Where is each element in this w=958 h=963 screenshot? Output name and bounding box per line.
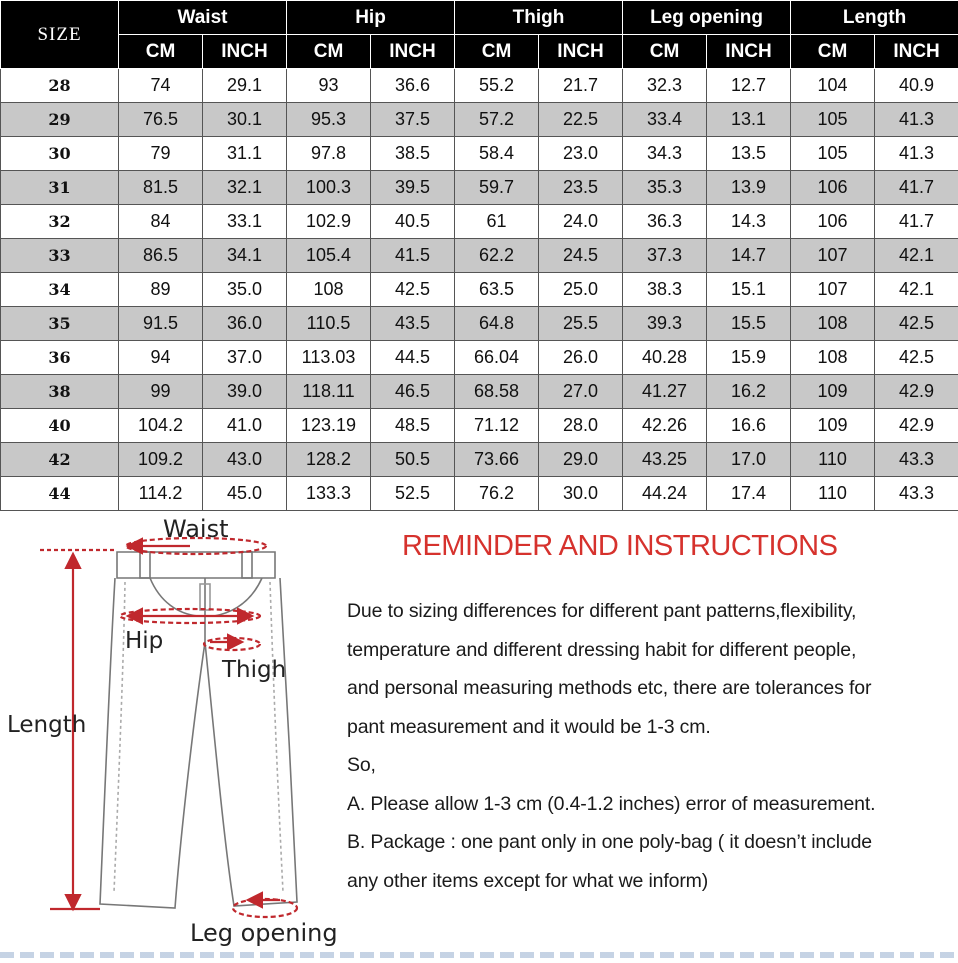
size-row-33 [1,239,958,273]
measurement-cell: 35.0 [203,273,287,307]
measurement-cell: 36.3 [623,205,707,239]
measurement-cell: 106 [791,205,875,239]
waist-label: Waist [163,515,228,543]
measurement-cell: 36.0 [203,307,287,341]
length-group-header: Length [791,1,958,35]
instruction-line: So, [347,746,953,785]
unit-header-cm: CM [455,35,539,69]
measurement-cell: 108 [791,341,875,375]
measurement-cell: 89 [119,273,203,307]
measurement-cell: 66.04 [455,341,539,375]
unit-header-cm: CM [119,35,203,69]
leg-opening-label: Leg opening [190,919,338,947]
measurement-cell: 59.7 [455,171,539,205]
instruction-line: A. Please allow 1-3 cm (0.4-1.2 inches) error of measurement. [347,785,953,824]
measurement-cell: 68.58 [455,375,539,409]
measurement-cell: 43.3 [875,477,958,511]
size-row-29 [1,103,958,137]
measurement-cell: 33.1 [203,205,287,239]
measurement-cell: 106 [791,171,875,205]
thigh-label: Thigh [222,657,286,683]
measurement-cell: 30.1 [203,103,287,137]
measurement-cell: 133.3 [287,477,371,511]
measurement-cell: 42.5 [875,341,958,375]
pants-outline [100,552,297,908]
measurement-cell: 41.7 [875,205,958,239]
instruction-line: B. Package : one pant only in one poly-bag ( it doesn’t include [347,823,953,862]
measurement-cell: 23.0 [539,137,623,171]
measurement-cell: 32.3 [623,69,707,103]
size-row-28 [1,69,958,103]
measurement-cell: 15.1 [707,273,791,307]
measurement-cell: 25.0 [539,273,623,307]
measurement-cell: 39.3 [623,307,707,341]
measurement-cell: 33.4 [623,103,707,137]
measurement-cell: 41.27 [623,375,707,409]
measurement-cell: 40.9 [875,69,958,103]
unit-header-inch: INCH [203,35,287,69]
measurement-cell: 24.5 [539,239,623,273]
size-row-38 [1,375,958,409]
leg-opening-group-header: Leg opening [623,1,791,35]
measurement-cell: 38.5 [371,137,455,171]
measurement-cell: 42.26 [623,409,707,443]
instruction-line: and personal measuring methods etc, there are tolerances for [347,669,953,708]
measurement-cell: 107 [791,239,875,273]
measurement-cell: 37.5 [371,103,455,137]
measurement-cell: 43.25 [623,443,707,477]
measurement-cell: 34.3 [623,137,707,171]
measurement-cell: 43.0 [203,443,287,477]
measurement-cell: 44.24 [623,477,707,511]
measurement-cell: 74 [119,69,203,103]
unit-header-cm: CM [791,35,875,69]
measurement-cell: 108 [287,273,371,307]
size-row-34 [1,273,958,307]
unit-header-inch: INCH [707,35,791,69]
measurement-cell: 29.0 [539,443,623,477]
measurement-cell: 41.5 [371,239,455,273]
measurement-cell: 14.3 [707,205,791,239]
measurement-cell: 110 [791,443,875,477]
unit-header-inch: INCH [371,35,455,69]
unit-header-cm: CM [623,35,707,69]
measurement-cell: 23.5 [539,171,623,205]
measurement-cell: 102.9 [287,205,371,239]
measurement-cell: 39.5 [371,171,455,205]
measurement-cell: 114.2 [119,477,203,511]
measurement-cell: 73.66 [455,443,539,477]
measurement-cell: 27.0 [539,375,623,409]
measurement-cell: 123.19 [287,409,371,443]
measurement-cell: 109 [791,409,875,443]
size-cell: 34 [1,273,119,307]
measurement-cell: 109 [791,375,875,409]
size-row-35 [1,307,958,341]
measurement-cell: 110 [791,477,875,511]
measurement-cell: 108 [791,307,875,341]
size-cell: 40 [1,409,119,443]
measurement-cell: 71.12 [455,409,539,443]
measurement-cell: 100.3 [287,171,371,205]
measurement-cell: 42.9 [875,375,958,409]
size-row-30 [1,137,958,171]
hip-label: Hip [125,628,163,654]
measurement-cell: 17.4 [707,477,791,511]
measurement-cell: 16.6 [707,409,791,443]
measurement-cell: 43.5 [371,307,455,341]
measurement-cell: 128.2 [287,443,371,477]
measurement-cell: 42.5 [875,307,958,341]
measurement-cell: 42.9 [875,409,958,443]
pants-measurement-diagram [0,512,350,958]
measurement-cell: 48.5 [371,409,455,443]
measurement-cell: 50.5 [371,443,455,477]
measurement-cell: 26.0 [539,341,623,375]
measurement-cell: 45.0 [203,477,287,511]
size-cell: 35 [1,307,119,341]
size-row-42 [1,443,958,477]
measurement-cell: 40.28 [623,341,707,375]
measurement-cell: 95.3 [287,103,371,137]
measurement-cell: 37.3 [623,239,707,273]
measurement-cell: 41.3 [875,137,958,171]
measurement-cell: 76.5 [119,103,203,137]
size-cell: 30 [1,137,119,171]
measurement-cell: 93 [287,69,371,103]
measurement-cell: 55.2 [455,69,539,103]
measurement-cell: 13.5 [707,137,791,171]
size-row-36 [1,341,958,375]
measurement-cell: 31.1 [203,137,287,171]
measurement-cell: 94 [119,341,203,375]
size-row-31 [1,171,958,205]
measurement-cell: 52.5 [371,477,455,511]
measurement-cell: 29.1 [203,69,287,103]
measurement-cell: 63.5 [455,273,539,307]
measurement-cell: 41.0 [203,409,287,443]
size-row-44 [1,477,958,511]
measurement-cell: 34.1 [203,239,287,273]
size-cell: 29 [1,103,119,137]
measurement-cell: 84 [119,205,203,239]
measurement-cell: 39.0 [203,375,287,409]
size-row-40 [1,409,958,443]
measurement-cell: 57.2 [455,103,539,137]
measurement-cell: 79 [119,137,203,171]
unit-header-cm: CM [287,35,371,69]
waist-group-header: Waist [119,1,287,35]
measurement-cell: 110.5 [287,307,371,341]
measurement-cell: 46.5 [371,375,455,409]
measurement-cell: 17.0 [707,443,791,477]
measurement-cell: 64.8 [455,307,539,341]
measurement-cell: 43.3 [875,443,958,477]
measurement-cell: 109.2 [119,443,203,477]
size-cell: 32 [1,205,119,239]
size-cell: 44 [1,477,119,511]
measurement-cell: 21.7 [539,69,623,103]
measurement-cell: 97.8 [287,137,371,171]
measurement-cell: 36.6 [371,69,455,103]
instructions-text [347,592,953,900]
instruction-line: any other items except for what we inform) [347,862,953,901]
measurement-cell: 105 [791,137,875,171]
measurement-cell: 91.5 [119,307,203,341]
measurement-cell: 14.7 [707,239,791,273]
measurement-cell: 81.5 [119,171,203,205]
measurement-cell: 76.2 [455,477,539,511]
size-cell: 28 [1,69,119,103]
measurement-cell: 22.5 [539,103,623,137]
measurement-cell: 12.7 [707,69,791,103]
measurement-cell: 15.5 [707,307,791,341]
instruction-line: pant measurement and it would be 1-3 cm. [347,708,953,747]
measurement-cell: 24.0 [539,205,623,239]
measurement-cell: 118.11 [287,375,371,409]
measurement-cell: 30.0 [539,477,623,511]
measurement-cell: 25.5 [539,307,623,341]
measurement-cell: 41.7 [875,171,958,205]
size-cell: 33 [1,239,119,273]
size-cell: 36 [1,341,119,375]
measurement-cell: 42.5 [371,273,455,307]
size-column-header: SIZE [1,1,119,69]
measurement-cell: 40.5 [371,205,455,239]
measurement-cell: 104.2 [119,409,203,443]
measurement-cell: 35.3 [623,171,707,205]
measurement-cell: 38.3 [623,273,707,307]
unit-header-inch: INCH [539,35,623,69]
length-label: Length [7,712,86,738]
size-cell: 38 [1,375,119,409]
measurement-cell: 13.9 [707,171,791,205]
size-row-32 [1,205,958,239]
measurement-cell: 42.1 [875,239,958,273]
measurement-cell: 58.4 [455,137,539,171]
measurement-cell: 41.3 [875,103,958,137]
size-table-body [1,69,958,511]
reminder-title: REMINDER AND INSTRUCTIONS [402,530,837,563]
measurement-cell: 15.9 [707,341,791,375]
measurement-cell: 105.4 [287,239,371,273]
measurement-cell: 13.1 [707,103,791,137]
footer-divider [0,952,958,958]
size-cell: 31 [1,171,119,205]
measurement-cell: 28.0 [539,409,623,443]
measurement-cell: 32.1 [203,171,287,205]
measurement-cell: 16.2 [707,375,791,409]
measurement-cell: 107 [791,273,875,307]
measurement-cell: 86.5 [119,239,203,273]
measurement-cell: 105 [791,103,875,137]
measurement-cell: 42.1 [875,273,958,307]
measurement-cell: 104 [791,69,875,103]
measurement-cell: 61 [455,205,539,239]
measurement-cell: 62.2 [455,239,539,273]
instruction-line: Due to sizing differences for different pant patterns,flexibility, [347,592,953,631]
measurement-cell: 37.0 [203,341,287,375]
instruction-line: temperature and different dressing habit for different people, [347,631,953,670]
size-cell: 42 [1,443,119,477]
hip-group-header: Hip [287,1,455,35]
measurement-cell: 99 [119,375,203,409]
thigh-group-header: Thigh [455,1,623,35]
unit-header-inch: INCH [875,35,958,69]
measurement-cell: 44.5 [371,341,455,375]
measurement-cell: 113.03 [287,341,371,375]
